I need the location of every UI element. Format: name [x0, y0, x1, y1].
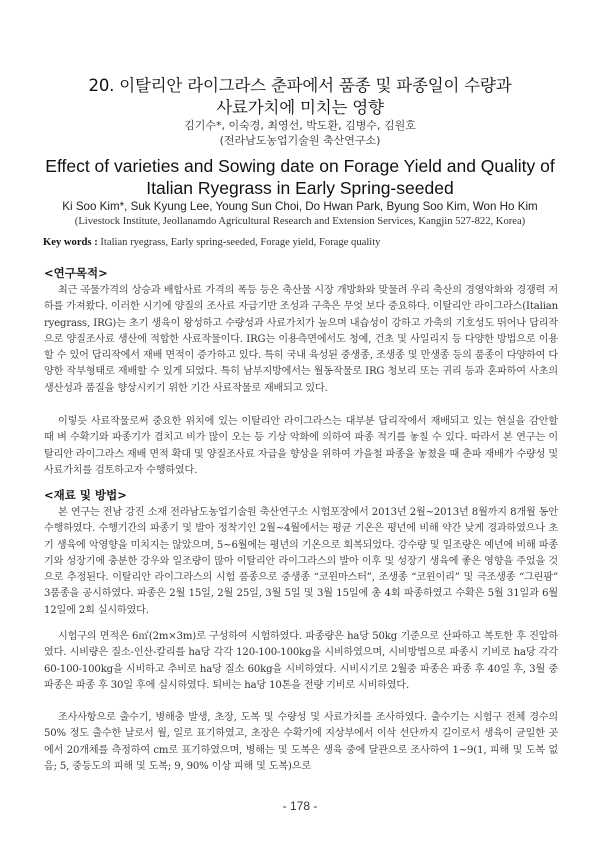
- purpose-paragraph-2: 이렇듯 사료작물로써 중요한 위치에 있는 이탈리안 라이그라스는 대부분 답리작에서 재배되고 있는 현실을 감안할 때 벼 수확기와 파종기가 겹치고 비가 많이 오는 등 기상 악화에 의하여 파종 적기를 놓칠 수 있다. 따라서 본 연구는 이탈리안 라이그라스 재배 면적 확대 및 양질조사료 자급을 향상을 위하여 가을철 파종을 놓쳤을 때 춘파 재배가 수량성 및 사료가치를 검토하고자 수행하였다.: [44, 416, 558, 476]
- keywords-text: Italian ryegrass, Early spring-seeded, Forage yield, Forage quality: [100, 237, 381, 248]
- korean-title-line-2: 사료가치에 미치는 영향: [216, 98, 384, 117]
- keywords: [43, 237, 380, 248]
- methods-heading: <재료 및 방법>: [44, 488, 127, 502]
- korean-title-line-1: 20. 이탈리안 라이그라스 춘파에서 품종 및 파종일이 수량과: [88, 76, 512, 95]
- methods-paragraph-3: 조사사항으로 출수기, 병해충 발생, 초장, 도복 및 수량성 및 사료가치를 조사하였다. 출수기는 시험구 전체 경수의 50% 정도 출수한 날로서 월, 일로 표기하였고, 초장은 수확기에 지상부에서 이삭 선단까지 길이로서 생육이 균일한 곳에서 20개체를 측정하여 cm로 표기하였으며, 병해는 및 도복은 생육 중에 달관으로 조사하여 1~9(1, 피해 및 도복 없음; 5, 중등도의 피해 및 도복; 9, 90% 이상 피해 및 도복)으로: [44, 712, 558, 772]
- english-title-line-1: Effect of varieties and Sowing date on Forage Yield and Quality of: [45, 156, 555, 176]
- english-title-line-2: Italian Ryegrass in Early Spring-seeded: [146, 178, 454, 198]
- korean-authors: 김기수*, 이숙경, 최영선, 박도환, 김병수, 김원호: [184, 119, 416, 132]
- purpose-paragraph-1: 최근 곡물가격의 상승과 배합사료 가격의 폭등 등은 축산물 시장 개방화와 맞물려 우리 축산의 경영악화와 경쟁력 저하를 가져왔다. 이러한 시기에 양질의 조사료 자급기반 조성과 구축은 무엇 보다 중요하다. 이탈리안 라이그라스(Italian ryegrass, IRG)는 초기 생육이 왕성하고 수량성과 사료가치가 높으며 내습성이 강하고 가축의 기호성도 뛰어나 답리작으로 양질조사료 생산에 적합한 사료작물이다. IRG는 이용측면에서도 청예, 건초 및 사일리지 등 다양한 방법으로 이용할 수 있어 답리작에서 재배 면적이 증가하고 있다. 특히 국내 육성된 중생종, 조생종 및 만생종 등의 품종이 다양하여 다양한 작부형태로 재배할 수 있게 되었다. 특히 남부지방에서는 월동작물로 IRG 청보리 또는 귀리 등과 혼파하여 사초의 생산성과 품질을 향상시키기 위한 기간 사료작물로 재배되고 있다.: [44, 285, 558, 394]
- english-authors: Ki Soo Kim*, Suk Kyung Lee, Young Sun Choi, Do Hwan Park, Byung Soo Kim, Won Ho Kim: [62, 200, 538, 213]
- page-number: - 178 -: [282, 799, 318, 813]
- korean-affiliation: (전라남도농업기술원 축산연구소): [219, 134, 381, 147]
- english-affiliation: (Livestock Institute, Jeollanamdo Agricultural Research and Extension Services, Kangjin 527-822, Korea): [74, 216, 526, 227]
- methods-paragraph-1: 본 연구는 전남 강진 소재 전라남도농업기술원 축산연구소 시험포장에서 2013년 2월~2013년 8월까지 8개월 동안 수행하였다. 수행기간의 파종기 및 발아 정착기인 2월~4월에서는 평균 기온은 평년에 비해 약간 낮게 경과하였으나 초기 생육에 악영향을 미치지는 않았으며, 5~6월에는 평년의 기온으로 회복되었다. 강수량 및 일조량은 예년에 비해 파종기와 성장기에 충분한 강우와 일조량이 많아 이탈리안 라이그라스의 발아 이후 및 성장기 생육에 좋은 영향을 주었을 것으로 추정된다. 이탈리안 라이그라스의 시험 품종으로 중생종 “코윈마스터”, 조생종 “코윈이리” 및 극조생종 “그린팜” 3품종을 공시하였다. 파종은 2월 15일, 2월 25일, 3월 5일 및 3월 15일에 총 4회 파종하였고 수확은 5월 31일과 6월 12일에 2회 실시하였다.: [44, 507, 558, 616]
- keywords-label: Key words :: [43, 237, 98, 248]
- methods-paragraph-2: 시험구의 면적은 6㎡(2m×3m)로 구성하여 시험하였다. 파종량은 ha당 50kg 기준으로 산파하고 복토한 후 진압하였다. 시비량은 질소-인산-칼리를 ha당 각각 120-100-100kg을 시비하였으며, 시비방법으로 파종시 기비로 ha당 각각 60-100-100kg을 시비하고 추비로 ha당 질소 60kg을 시비하였다. 시비시기로 2월중 파종은 파종 후 40일 후, 3월 중 파종은 파종 후 30일 후에 실시하였다. 퇴비는 ha당 10톤을 전량 기비로 시비하였다.: [44, 631, 558, 691]
- purpose-heading: <연구목적>: [44, 266, 108, 280]
